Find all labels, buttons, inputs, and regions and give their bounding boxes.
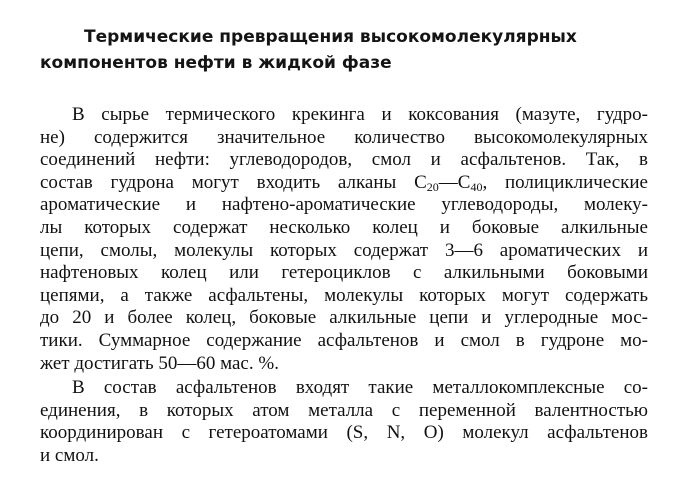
text-fragment: состав гудрона могут входить алканы: [40, 171, 397, 193]
section-heading: [0, 24, 677, 76]
text-line: цепями, а также асфальтены, молекулы которых могут содержать: [40, 284, 648, 306]
paragraph-2: [40, 377, 648, 467]
paragraph-1: [40, 104, 648, 375]
text-fragment: , полициклические: [482, 171, 648, 193]
text-line: и смол.: [40, 444, 99, 466]
text-line: В состав асфальтенов входят такие металлокомплексные со-: [72, 377, 648, 399]
text-line: лы которых содержат несколько колец и боковые алкильные: [40, 216, 648, 238]
text-line: нафтеновых колец или гетероциклов с алкильными боковыми: [40, 262, 648, 284]
text-line: координирован с гетероатомами (S, N, O) молекул асфальтенов: [40, 422, 648, 444]
body-text: [40, 104, 648, 468]
text-line: цепи, смолы, молекулы которых содержат 3—6 ароматических и: [40, 239, 648, 261]
text-line: до 20 и более колец, боковые алкильные цепи и углеродные мос-: [40, 307, 648, 329]
text-line: жет достигать 50—60 мас. %.: [40, 352, 279, 374]
formula-c20-c40: $C_{20}—C_{40}$: [414, 171, 483, 194]
section-heading-line-2: компонентов нефти в жидкой фазе: [40, 53, 392, 73]
text-line: не) содержится значительное количество высокомолекулярных: [40, 126, 648, 148]
text-line: В сырье термического крекинга и коксования (мазуте, гудро-: [72, 104, 648, 125]
text-line: ароматические и нафтено-ароматические углеводороды, молеку-: [40, 194, 648, 216]
text-line-with-formula: [40, 172, 648, 195]
text-line: соединений нефти: углеводородов, смол и асфальтенов. Так, в: [40, 149, 648, 171]
text-line: тики. Суммарное содержание асфальтенов и смол в гудроне мо-: [40, 329, 648, 351]
text-line: единения, в которых атом металла с переменной валентностью: [40, 399, 648, 421]
section-heading-line-1: Термические превращения высокомолекулярных: [84, 27, 577, 47]
